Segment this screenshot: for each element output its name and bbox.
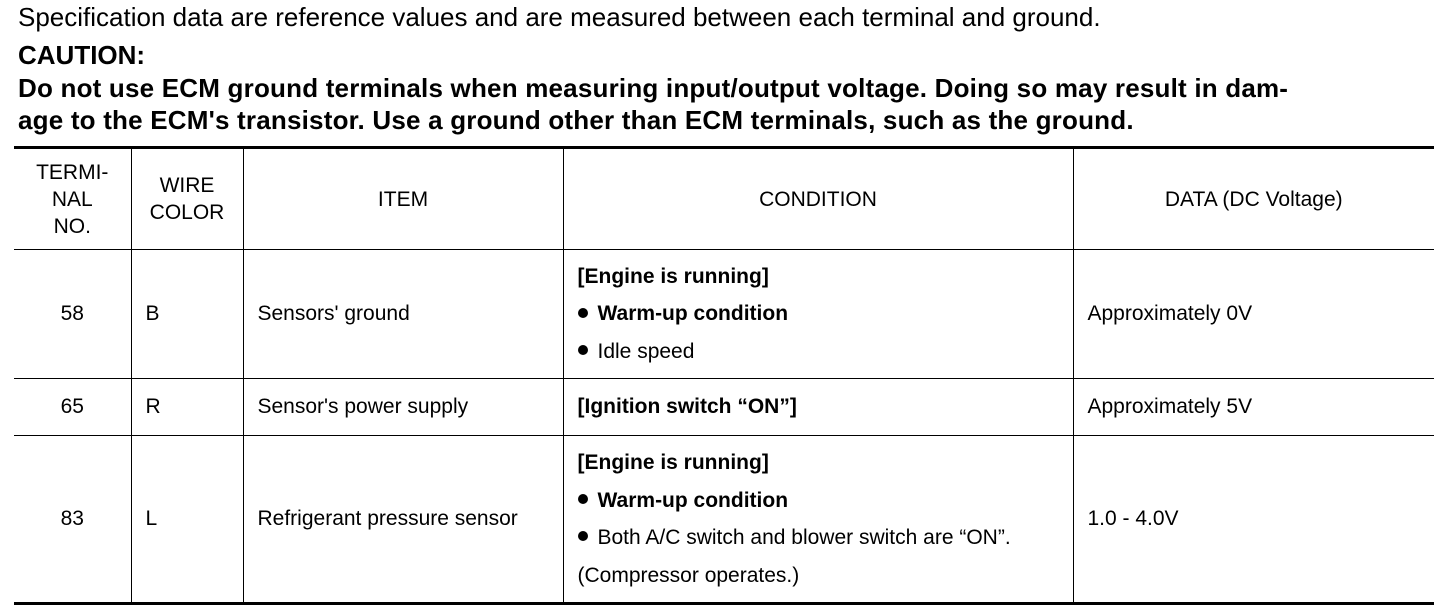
data-value-cell: 1.0 - 4.0V <box>1073 436 1434 604</box>
data-value-cell: Approximately 0V <box>1073 250 1434 379</box>
terminal-no-cell: 83 <box>60 507 84 530</box>
header-wire-color: WIRE COLOR <box>131 148 243 250</box>
item-cell: Sensors' ground <box>243 250 563 379</box>
wire-color-cell: R <box>131 379 243 436</box>
condition-line: Both A/C switch and blower switch are “ON”. <box>578 519 1073 557</box>
bullet-icon <box>578 308 588 318</box>
caution-heading: CAUTION: <box>18 40 146 70</box>
bullet-icon <box>578 531 588 541</box>
terminal-spec-table <box>14 146 1434 605</box>
table-row <box>14 379 1434 436</box>
condition-cell <box>563 436 1073 604</box>
terminal-no-cell: 65 <box>60 395 84 418</box>
condition-line: Warm-up condition <box>578 482 1073 520</box>
item-cell: Refrigerant pressure sensor <box>243 436 563 604</box>
caution-line-2: age to the ECM's transistor. Use a ground other than ECM terminals, such as the ground. <box>18 105 1134 135</box>
header-data: DATA (DC Voltage) <box>1073 148 1434 250</box>
intro-text: Specification data are reference values and are measured between each terminal and ground. <box>18 2 1101 32</box>
header-terminal-no: TERMI- NAL NO. <box>36 160 109 238</box>
condition-cell <box>563 379 1073 436</box>
condition-line: [Engine is running] <box>577 451 769 474</box>
terminal-no-cell: 58 <box>60 302 84 325</box>
condition-line: [Ignition switch “ON”] <box>577 395 797 418</box>
item-cell: Sensor's power supply <box>243 379 563 436</box>
bullet-icon <box>578 494 588 504</box>
condition-line: Idle speed <box>578 333 1073 371</box>
condition-line: [Engine is running] <box>577 264 769 288</box>
table-row <box>14 250 1434 379</box>
header-condition: CONDITION <box>563 148 1073 250</box>
table-header-row <box>14 148 1434 250</box>
condition-line: Warm-up condition <box>578 295 1073 333</box>
condition-cell <box>563 250 1073 379</box>
table-row <box>14 436 1434 604</box>
wire-color-cell: B <box>131 250 243 379</box>
header-item: ITEM <box>243 148 563 250</box>
caution-line-1: Do not use ECM ground terminals when measuring input/output voltage. Doing so may result in dam- <box>18 73 1289 103</box>
data-value-cell: Approximately 5V <box>1073 379 1434 436</box>
bullet-icon <box>578 345 588 355</box>
condition-line: (Compressor operates.) <box>577 563 800 587</box>
wire-color-cell: L <box>131 436 243 604</box>
caution-text <box>18 72 1428 136</box>
